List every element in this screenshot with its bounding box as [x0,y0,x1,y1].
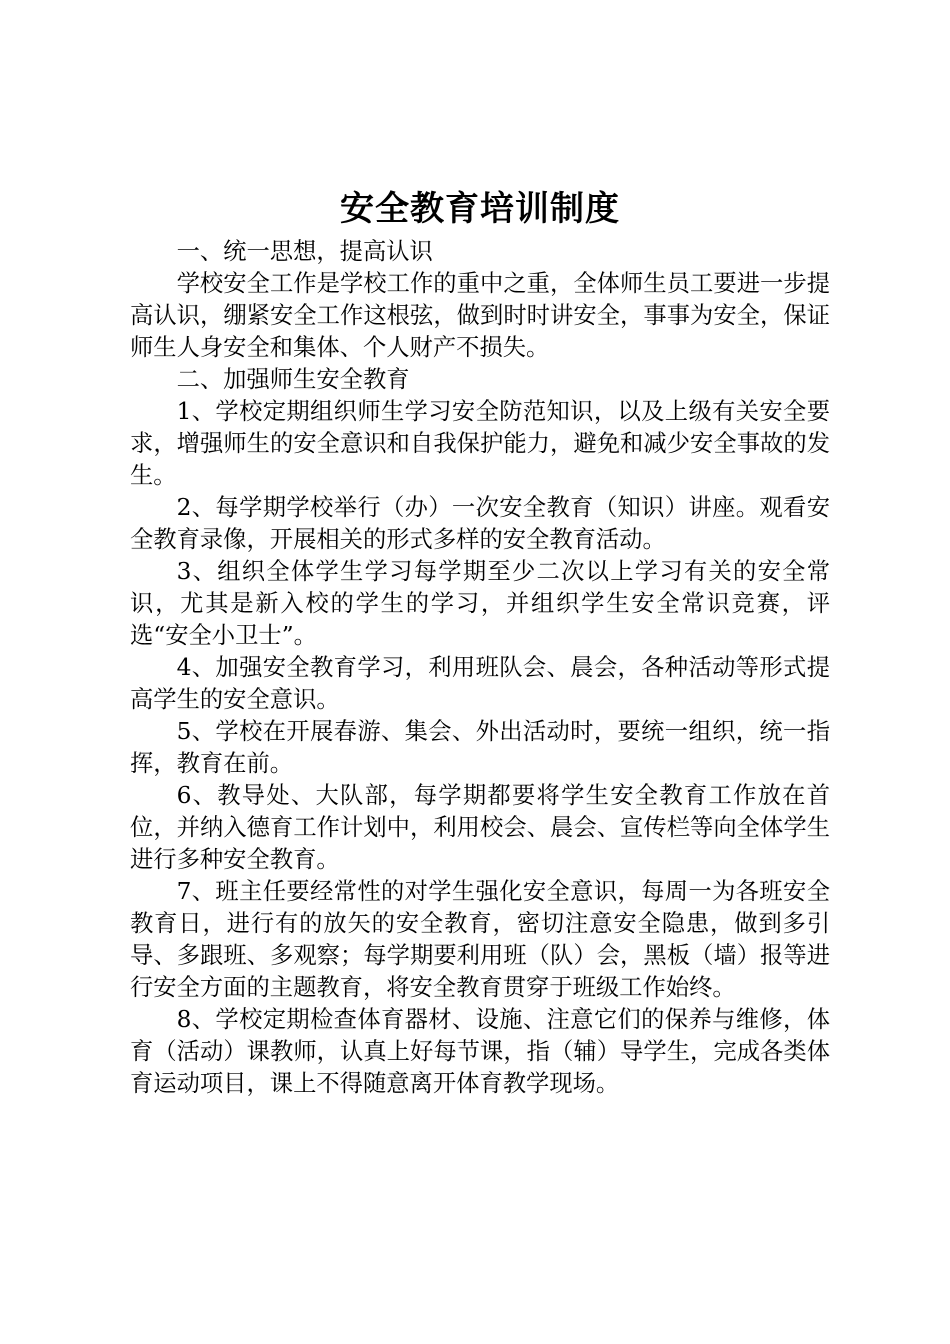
section-heading-1: 一、统一思想，提高认识 [176,238,433,265]
document-body [130,236,830,1100]
list-item-3: 3、组织全体学生学习每学期至少二次以上学习有关的安全常识，尤其是新入校的学生的学习，并组织学生安全常识竞赛，评选“安全小卫士”。 [130,558,830,649]
list-item-1: 1、学校定期组织师生学习安全防范知识，以及上级有关安全要求，增强师生的安全意识和自我保护能力，避免和减少安全事故的发生。 [130,398,830,489]
document-page [130,182,830,1100]
list-item-6: 6、教导处、大队部，每学期都要将学生安全教育工作放在首位，并纳入德育工作计划中，利用校会、晨会、宣传栏等向全体学生进行多种安全教育。 [130,782,830,873]
list-item-5: 5、学校在开展春游、集会、外出活动时，要统一组织，统一指挥，教育在前。 [130,718,830,777]
list-item-7: 7、班主任要经常性的对学生强化安全意识，每周一为各班安全教育日，进行有的放矢的安全教育，密切注意安全隐患，做到多引导、多跟班、多观察；每学期要利用班（队）会，黑板（墙）报等进行安全方面的主题教育，将安全教育贯穿于班级工作始终。 [130,878,830,1001]
document-title: 安全教育培训制度 [340,189,620,229]
list-item-2: 2、每学期学校举行（办）一次安全教育（知识）讲座。观看安全教育录像，开展相关的形式多样的安全教育活动。 [130,494,830,553]
list-item-8: 8、学校定期检查体育器材、设施、注意它们的保养与维修，体育（活动）课教师，认真上好每节课，指（辅）导学生，完成各类体育运动项目，课上不得随意离开体育教学现场。 [130,1006,830,1097]
section-heading-2: 二、加强师生安全教育 [176,366,410,393]
list-item-4: 4、加强安全教育学习，利用班队会、晨会，各种活动等形式提高学生的安全意识。 [130,654,830,713]
paragraph: 学校安全工作是学校工作的重中之重，全体师生员工要进一步提高认识，绷紧安全工作这根弦，做到时时讲安全，事事为安全，保证师生人身安全和集体、个人财产不损失。 [130,270,830,361]
